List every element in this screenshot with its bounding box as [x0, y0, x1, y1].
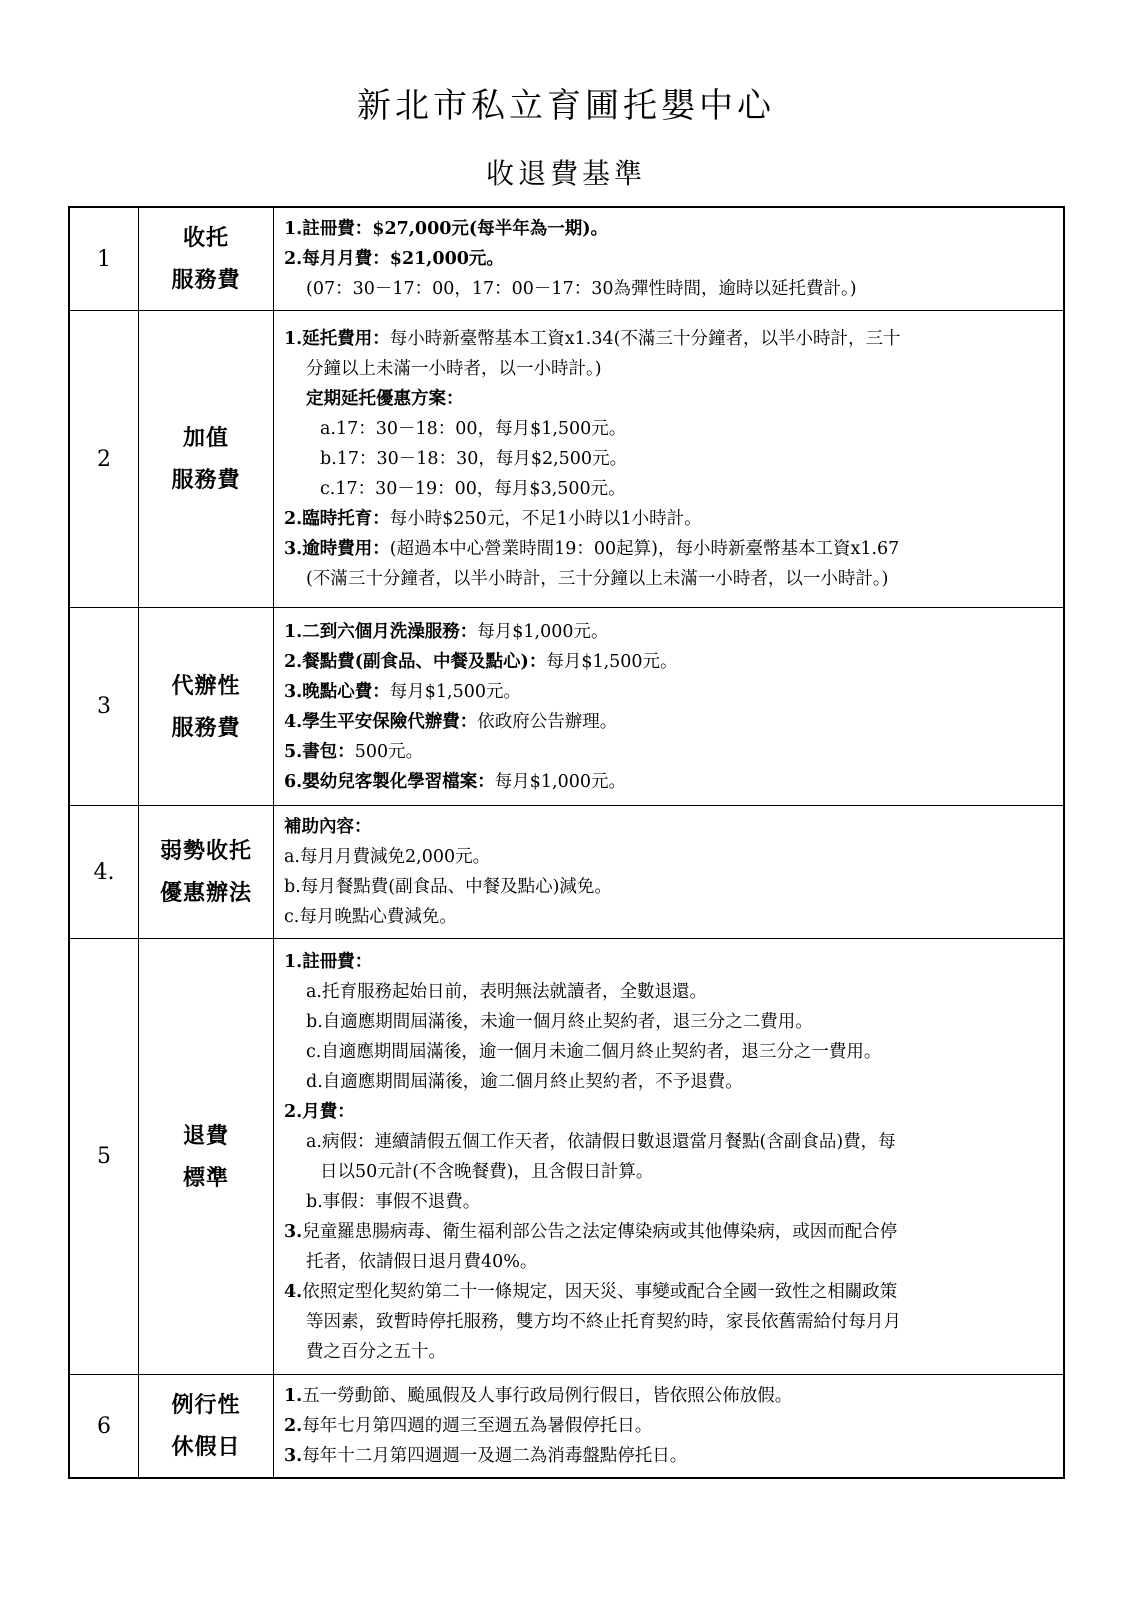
detail-line: [284, 1381, 1055, 1411]
detail-line: [284, 842, 1055, 872]
detail-line-text: 每月$1,000元。: [494, 771, 627, 792]
detail-line: [284, 737, 1055, 767]
detail-line-text: c.17：30－19：00，每月$3,500元。: [320, 479, 626, 499]
category-label: 服務費: [171, 714, 241, 741]
detail-line: [284, 1277, 1055, 1307]
detail-line-text: (不滿三十分鐘者，以半小時計，三十分鐘以上未滿一小時者，以一小時計。): [306, 569, 889, 589]
detail-line: [284, 274, 1055, 304]
detail-line-text: 等因素，致暫時停托服務，雙方均不終止托育契約時，家長依舊需給付每月月: [306, 1311, 901, 1332]
detail-line: [284, 707, 1055, 737]
detail-line-text: (07：30－17：00，17：00－17：30為彈性時間，逾時以延托費計。): [306, 279, 857, 299]
detail-line: [284, 1037, 1055, 1067]
detail-line-heading: 3.: [284, 1446, 303, 1466]
detail-line-text: c.每月晚點心費減免。: [284, 907, 457, 927]
detail-line: [284, 1411, 1055, 1441]
detail-line-heading: 5.書包：: [284, 741, 355, 762]
detail-line-text: 每月$1,500元。: [546, 651, 678, 672]
category-label: 例行性: [171, 1392, 241, 1418]
detail-line: [284, 214, 1055, 244]
detail-line-text: 費之百分之五十。: [306, 1341, 446, 1362]
page-subtitle: 收退費基準: [485, 157, 646, 190]
detail-cell: [274, 939, 1065, 1375]
detail-line-text: 依照定型化契約第二十一條規定，因天災、事變或配合全國一致性之相關政策: [302, 1281, 898, 1302]
detail-line: [284, 767, 1055, 797]
detail-line-text: 日以50元計(不含晚餐費)，且含假日計算。: [320, 1161, 654, 1182]
detail-line: [284, 1307, 1055, 1337]
category-cell: [139, 207, 274, 311]
detail-line: [284, 1337, 1055, 1367]
detail-line: [284, 324, 1055, 354]
detail-line-text: b.17：30－18：30，每月$2,500元。: [320, 449, 628, 469]
fee-table: [68, 206, 1065, 1479]
category-label: 加值: [182, 425, 229, 451]
detail-line-heading: 2.月費：: [284, 1101, 355, 1122]
detail-line: [284, 977, 1055, 1007]
category-label: 優惠辦法: [159, 880, 252, 906]
detail-line-heading: 補助內容：: [284, 817, 372, 837]
detail-line-text: 每小時$250元，不足1小時以1小時計。: [389, 509, 702, 529]
detail-cell: [274, 806, 1065, 939]
detail-line: [284, 617, 1055, 647]
fee-row: [69, 608, 1064, 806]
detail-line-text: b.自適應期間屆滿後，未逾一個月終止契約者，退三分之二費用。: [306, 1011, 813, 1032]
detail-line-heading: 3.逾時費用：: [284, 539, 390, 559]
detail-line-heading: 1.註冊費：$27,000元(每半年為一期)。: [284, 219, 608, 239]
detail-line: [284, 1247, 1055, 1277]
category-cell: [139, 806, 274, 939]
detail-line: [284, 414, 1055, 444]
detail-line-text: 每年七月第四週的週三至週五為暑假停托日。: [302, 1416, 653, 1436]
category-cell: [139, 608, 274, 806]
detail-line-heading: 4.學生平安保險代辦費：: [284, 711, 478, 732]
detail-line-heading: 2.每月月費：$21,000元。: [284, 249, 504, 269]
detail-line-text: 每小時新臺幣基本工資x1.34(不滿三十分鐘者，以半小時計，三十: [389, 329, 901, 349]
category-cell: [139, 311, 274, 608]
category-label: 弱勢收托: [159, 838, 252, 864]
category-cell: [139, 939, 274, 1375]
category-cell: [139, 1375, 274, 1479]
detail-line-text: 兒童羅患腸病毒、衛生福利部公告之法定傳染病或其他傳染病，或因而配合停: [302, 1221, 898, 1242]
detail-cell: [274, 207, 1065, 311]
detail-line-text: a.每月月費減免2,000元。: [284, 847, 491, 867]
detail-line: [284, 1217, 1055, 1247]
row-number: 5: [69, 939, 139, 1375]
detail-line: [284, 444, 1055, 474]
detail-line-text: b.每月餐點費(副食品、中餐及點心)減免。: [284, 877, 612, 897]
category-label: 服務費: [171, 467, 241, 493]
detail-line: [284, 504, 1055, 534]
fee-row: [69, 1375, 1064, 1479]
detail-line-text: a.托育服務起始日前，表明無法就讀者，全數退還。: [306, 981, 707, 1002]
detail-line: [284, 1157, 1055, 1187]
fee-row: [69, 207, 1064, 311]
detail-line-heading: 1.延托費用：: [284, 329, 390, 349]
row-number: 4.: [69, 806, 139, 939]
detail-line: [284, 1127, 1055, 1157]
detail-line-text: a.病假：連續請假五個工作天者，依請假日數退還當月餐點(含副食品)費，每: [306, 1131, 896, 1152]
detail-line: [284, 474, 1055, 504]
detail-line: [284, 677, 1055, 707]
detail-line: [284, 947, 1055, 977]
detail-line-text: 500元。: [354, 741, 424, 762]
detail-line-heading: 2.臨時托育：: [284, 509, 390, 529]
detail-line: [284, 812, 1055, 842]
detail-line-text: 每年十二月第四週週一及週二為消毒盤點停托日。: [302, 1446, 688, 1466]
detail-line-text: 五一勞動節、颱風假及人事行政局例行假日，皆依照公佈放假。: [302, 1386, 793, 1406]
detail-cell: [274, 1375, 1065, 1479]
detail-line-text: c.自適應期間屆滿後，逾一個月未逾二個月終止契約者，退三分之一費用。: [306, 1041, 882, 1062]
category-label: 收托: [182, 225, 229, 251]
detail-line: [284, 1067, 1055, 1097]
detail-line-text: 每月$1,000元。: [477, 621, 609, 642]
fee-row: [69, 311, 1064, 608]
row-number: 3: [69, 608, 139, 806]
detail-line-heading: 3.: [284, 1221, 303, 1242]
row-number: 1: [69, 207, 139, 311]
detail-line-heading: 3.晚點心費：: [284, 681, 390, 702]
detail-line: [284, 1187, 1055, 1217]
detail-line: [284, 902, 1055, 932]
detail-line-text: (超過本中心營業時間19：00起算)，每小時新臺幣基本工資x1.67: [389, 539, 900, 559]
fee-table-body: [69, 207, 1064, 1478]
detail-line: [284, 647, 1055, 677]
fee-row: [69, 939, 1064, 1375]
detail-line-heading: 定期延托優惠方案：: [306, 389, 464, 409]
category-label: 休假日: [171, 1434, 241, 1460]
page-title: 新北市私立育圃托嬰中心: [357, 86, 775, 126]
detail-line-heading: 1.註冊費：: [284, 951, 373, 972]
detail-cell: [274, 311, 1065, 608]
category-label: 退費: [182, 1122, 229, 1149]
detail-line-heading: 4.: [284, 1281, 303, 1302]
detail-line-text: 每月$1,500元。: [389, 681, 522, 702]
row-number: 2: [69, 311, 139, 608]
detail-line-text: b.事假：事假不退費。: [306, 1191, 481, 1212]
detail-line-heading: 2.餐點費(副食品、中餐及點心)：: [284, 651, 547, 672]
detail-line-heading: 1.: [284, 1386, 303, 1406]
category-label: 標準: [182, 1164, 229, 1191]
detail-line: [284, 354, 1055, 384]
detail-line-text: a.17：30－18：00，每月$1,500元。: [320, 419, 627, 439]
detail-line: [284, 872, 1055, 902]
category-label: 代辦性: [171, 672, 241, 699]
detail-line: [284, 1097, 1055, 1127]
detail-line: [284, 1441, 1055, 1471]
detail-line-text: d.自適應期間屆滿後，逾二個月終止契約者，不予退費。: [306, 1071, 743, 1092]
category-label: 服務費: [171, 267, 241, 293]
detail-line: [284, 534, 1055, 564]
detail-line: [284, 384, 1055, 414]
detail-line-text: 分鐘以上未滿一小時者，以一小時計。): [306, 359, 602, 379]
detail-cell: [274, 608, 1065, 806]
detail-line-heading: 2.: [284, 1416, 303, 1436]
detail-line: [284, 564, 1055, 594]
detail-line: [284, 244, 1055, 274]
detail-line: [284, 1007, 1055, 1037]
detail-line-heading: 1.二到六個月洗澡服務：: [284, 621, 478, 642]
fee-row: [69, 806, 1064, 939]
detail-line-text: 依政府公告辦理。: [477, 711, 618, 732]
detail-line-heading: 6.嬰幼兒客製化學習檔案：: [284, 771, 495, 792]
detail-line-text: 托者，依請假日退月費40%。: [306, 1251, 538, 1272]
row-number: 6: [69, 1375, 139, 1479]
